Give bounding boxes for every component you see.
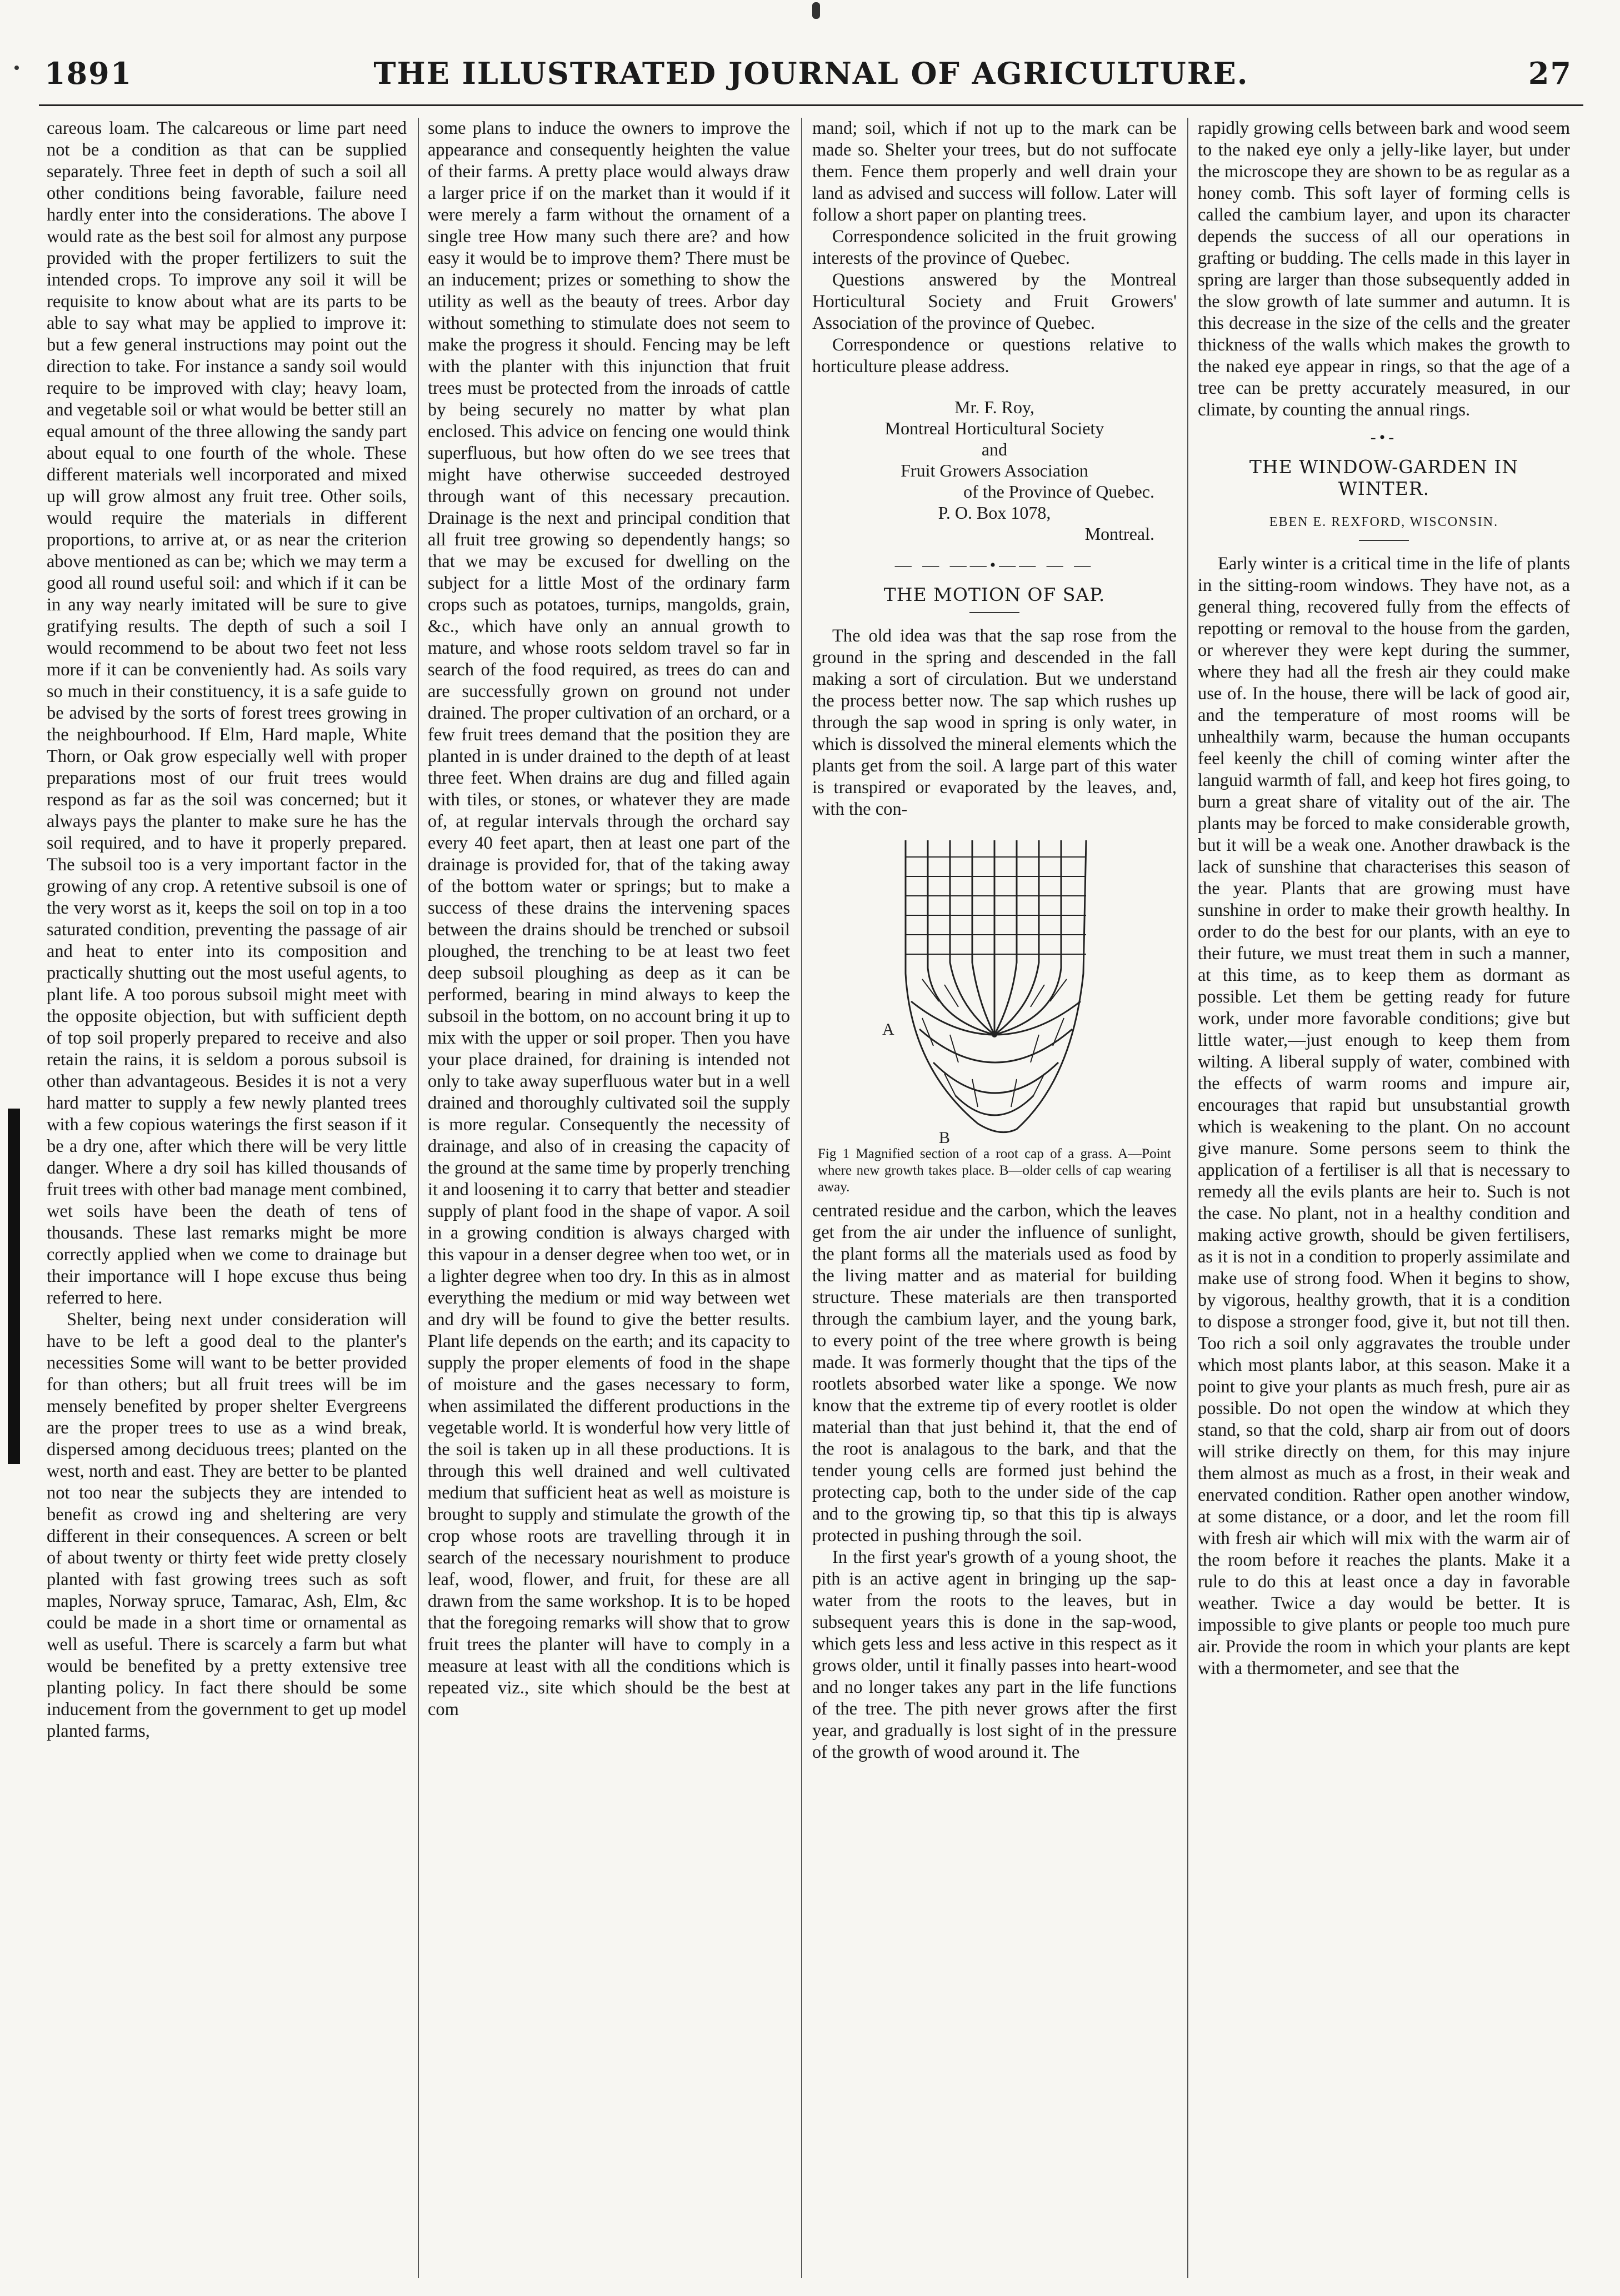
column-separator — [801, 118, 802, 2278]
author-byline: EBEN E. REXFORD, WISCONSIN. — [1269, 515, 1499, 529]
heading-line: THE WINDOW-GARDEN IN — [1249, 456, 1519, 478]
column-2 — [428, 118, 790, 2278]
address-line: of the Province of Quebec. — [963, 482, 1154, 502]
column-separator — [1187, 118, 1188, 2278]
journal-title: THE ILLUSTRATED JOURNAL OF AGRICULTURE. — [373, 56, 1249, 91]
page-number: 27 — [1528, 56, 1572, 91]
header-rule — [39, 104, 1583, 106]
heading-rule — [969, 612, 1019, 613]
figure-label-a: A — [882, 1020, 894, 1039]
column-4 — [1198, 118, 1570, 2278]
section-divider: — — ——•—— — — — [894, 556, 1094, 574]
root-cap-illustration — [867, 835, 1122, 1146]
binding-mark — [8, 1109, 20, 1464]
address-name: Mr. F. Roy, — [954, 397, 1034, 417]
heading-line: WINTER. — [1338, 478, 1430, 499]
header-year: 1891 — [44, 56, 133, 91]
heading-rule — [1359, 540, 1409, 541]
column-3 — [812, 118, 1177, 2278]
column-separator — [418, 118, 419, 2278]
article-heading — [1198, 456, 1570, 499]
margin-mark — [14, 66, 19, 70]
address-line: P. O. Box 1078, — [938, 503, 1051, 523]
paragraph: some plans to induce the owners to improve the appearance and consequently heighten the value of their farms. A pretty place would always draw a larger price if on the market than it would if it were merely a farm without the ornament of a single tree How many such there are? and how easy it would be to improve them? There must be an inducement; prizes or something to show the utility as well as the beauty of trees. Arbor day without something to stimulate does not seem to make the progress it should. Fencing may be left with the planter with this injunction that fruit trees must be protected from the inroads of cattle by being securely no matter by what plan enclosed. This advice on fencing one would think superfluous, but how often do we see trees that might have otherwise succeeded destroyed through want of this necessary precaution. Drainage is the next and principal condition that all fruit tree growing so dependently hangs; so that we may be excused for dwelling on the subject for a little Most of the ordinary farm crops such as potatoes, turnips, mangolds, grain, &c., which have only an annual growth to mature, and whose roots seldom travel so far in search of the food required, as trees do can and are successfully grown on ground not under drained. The proper cultivation of an orchard, or a few fruit trees demand that the position they are planted in is under drained to the depth of at least three feet. When drains are dug and filled again with tiles, or stones, or whatever they are made of, at regular intervals through the orchard say every 40 feet apart, then at least one part of the drainage is provided for, that of the taking away of the bottom water or springs; but to make a success of these drains the intervening spaces between the drains should be trenched or subsoil ploughed, the trenching to be at least two feet deep subsoil ploughing as deep as it can be performed, bearing in mind always to keep the subsoil in the bottom, on no account bring it up to mix with the upper or soil proper. Then you have your place drained, for draining is intended not only to take away superfluous water but in a well drained and thoroughly cultivated soil the supply is more regular. Consequently the necessity of drainage, and also of in creasing the capacity of the ground at the same time by properly trenching it and loosening it to carry that better and steadier supply of plant food in the shape of vapor. A soil in a growing condition is always charged with this vapour in a denser degree when too wet, or in a lighter degree when too dry. In this as in almost everything the medium or mid way between wet and dry will be found to give the better results. Plant life depends on the earth; and its capacity to supply the proper elements of food in the shape of moisture and the gases necessary to form, when assimilated the different productions in the vegetable world. It is wonderful how very little of the soil is taken up in all these productions. It is through this well drained and well cultivated medium that sufficient heat as well as moisture is brought to supply and stimulate the growth of the crop whose roots are travelling through it in search of the necessary nourishment to produce leaf, wood, flower, and fruit, for these are all drawn from the same workshop. It is to be hoped that the foregoing remarks will show that to grow fruit trees the planter will have to comply in a measure at least with all the conditions which is repeated viz., site which should be the best at com — [428, 118, 790, 1720]
address-line: Montreal. — [1084, 524, 1154, 544]
print-mark — [812, 2, 820, 19]
section-divider: -•- — [1370, 428, 1398, 447]
paragraph: careous loam. The calcareous or lime part need not be a condition as that can be supplied separately. Three feet in depth of such a soil all other conditions being favorable, failure need hardly enter into the considerations. The above I would rate as the best soil for almost any purpose provided with the proper fertilizers to suit the intended crops. To improve any soil it will be requisite to know about what are its parts to be able to say what may be applied to improve it: but a few general instructions may point out the direction to take. For instance a sandy soil would require to be improved with clay; heavy loam, and vegetable soil or what would be better still an equal amount of the three allowing the sandy part about equal to one fourth of the whole. These different materials well incorporated and mixed up will grow almost any fruit tree. Other soils, would require the materials in different proportions, to arrive at, or as near the criterion above mentioned as can be; which we may term a good all round useful soil: and which if it can be in any way nearly imitated will be sure to give gratifying results. The depth of such a soil I would recommend to be about two feet not less more if it can be conveniently had. As soils vary so much in their constituency, it is a safe guide to be advised by the sorts of forest trees growing in the neighbourhood. If Elm, Hard maple, White Thorn, or Oak grow especially well with proper preparations most of our fruit trees would respond as far as the soil was concerned; but it always pays the planter to make sure he has the soil required, and to have it properly prepared. The subsoil too is a very important factor in the growing of any crop. A retentive subsoil is one of the very worst as it, keeps the soil on top in a too saturated condition, preventing the passage of air and heat to enter into its composition and practically shutting out the most useful agents, to plant life. A too porous subsoil might meet with the opposite objection, but with sufficient depth of top soil properly prepared to receive and also retain the rains, it is seldom a porous subsoil is other than advantageous. Besides it is not a very hard matter to supply a few newly planted trees with a few copious waterings the first season if it be a dry one, after which there will be very little danger. Where a dry soil has killed thousands of fruit trees with other bad manage ment combined, wet soils have been the death of tens of thousands. These last remarks might be more correctly applied when we come to drainage but their importance will I hope excuse thus being referred to here. — [47, 118, 407, 1308]
figure-caption: Fig 1 Magnified section of a root cap of a grass. A—Point where new growth takes place. B—older cells of cap wearing away. — [818, 1146, 1171, 1195]
paragraph: rapidly growing cells between bark and wood seem to the naked eye only a jelly-like layer, but under the microscope they are shown to be as regular as a honey comb. This soft layer of forming cells is called the cambium layer, and upon its character depends the success of all our operations in grafting or budding. The cells made in this layer in spring are larger than those subsequently added in the slow growth of late summer and autumn. It is this decrease in the size of the cells and the greater thickness of the walls which makes the growth to the naked eye appear in rings, so that the age of a tree can be pretty accurately measured, in our climate, by counting the annual rings. — [1198, 118, 1570, 420]
paragraph: Questions answered by the Montreal Horticultural Society and Fruit Growers' Association of the province of Quebec. — [812, 270, 1177, 333]
paragraph: Shelter, being next under consideration will have to be left a good deal to the planter's necessities Some will want to be better provided for than others; but all fruit trees will be im mensely benefited by proper shelter Evergreens are the proper trees to use as a wind break, dispersed among deciduous trees; planted on the west, north and east. They are better to be planted not too near the subjects they are intended to benefit as crowd ing and sheltering are very different in their consequences. A screen or belt of about twenty or thirty feet wide pretty closely planted with fast growing trees such as soft maples, Norway spruce, Tamarac, Ash, Elm, &c could be made in a short time or ornamental as well as useful. There is scarcely a farm but what would be benefited by a pretty extensive tree planting policy. In fact there should be some inducement from the government to get up model planted farms, — [47, 1310, 407, 1741]
root-cap-figure — [812, 835, 1177, 1196]
paragraph: Correspondence solicited in the fruit growing interests of the province of Quebec. — [812, 227, 1177, 268]
address-line: Montreal Horticultural Society — [884, 418, 1104, 438]
paragraph: mand; soil, which if not up to the mark can be made so. Shelter your trees, but do not suffocate them. Fence them properly and well drain your land as advised and success will follow. Later will follow a short paper on planting trees. — [812, 118, 1177, 225]
address-line: Fruit Growers Association — [901, 460, 1088, 480]
paragraph: The old idea was that the sap rose from the ground in the spring and descended in the fall making a sort of circulation. But we understand the process better now. The sap which rushes up through the sap wood in spring is only water, in which is dissolved the mineral elements which the plants get from the soil. A large part of this water is transpired or evaporated by the leaves, and, with the con- — [812, 626, 1177, 819]
contact-address — [812, 397, 1177, 544]
paragraph: centrated residue and the carbon, which the leaves get from the air under the influence of sunlight, the plant forms all the materials used as food by the living matter and as material for building structure. These materials are then transported through the cambium layer, and the young bark, to every point of the tree where growth is being made. It was formerly thought that the tips of the rootlets absorbed water like a sponge. We now know that the extreme tip of every rootlet is older material than that just behind it, that the end of the root is analagous to the bark, and that the tender young cells are formed just behind the protecting cap, both to the under side of the cap and to the growing tip, so that this tip is always protected in pushing through the soil. — [812, 1201, 1177, 1546]
paragraph: Correspondence or questions relative to horticulture please address. — [812, 335, 1177, 377]
paragraph: Early winter is a critical time in the life of plants in the sitting-room windows. They have not, as a general thing, recovered fully from the effects of repotting or removal to the house from the garden, or wherever they were kept during the summer, where they had all the fresh air they could make use of. In the house, there will be lack of good air, and the temperature of most rooms will be unhealthily warm, because the human occupants feel keenly the chill of coming winter after the languid warmth of fall, and keep hot fires going, to burn a great share of vitality out of the air. The plants may be forced to make considerable growth, but it will be a weak one. Another drawback is the lack of sunshine that characterises this season of the year. Plants that are growing must have sunshine in order to make their growth healthy. In order to do the best for our plants, with an eye to their future, we must treat them in such a manner, at this time, as to keep them as dormant as possible. Let them be getting ready for future work, under more favorable conditions; give but little water,—just enough to keep them from wilting. A liberal supply of water, combined with the effects of warm rooms and impure air, encourages that rapid but unsubstantial growth which is weakening to the plant. On no account give manure. Some persons seem to think the application of a fertiliser is all that is necessary to remedy all the evils plants are heir to. Such is not the case. No plant, not in a healthy condition and making active growth, should be given fertilisers, as it is not in a condition to properly assimilate and make use of strong food. When it begins to show, by vigorous, healthy growth, that it is a condition to dispose a stronger food, give it, but not till then. Too rich a soil only aggravates the trouble under which most plants labor, at this season. Make it a point to give your plants as much fresh, pure air as possible. Do not open the window at which they stand, so that the cold, sharp air from out of doors will strike directly on them, for this may injure them almost as much as a frost, in their weak and enervated condition. Rather open another window, at some distance, or a door, and let the room fill with fresh air which will mix with the warm air of the room before it reaches the plants. Make it a rule to do this at least once a day in favorable weather. Twice a day would be better. It is impossible to give plants or people too much pure air. Provide the room in which your plants are kept with a thermometer, and see that the — [1198, 554, 1570, 1678]
running-header — [39, 56, 1583, 103]
address-line: and — [981, 439, 1008, 459]
figure-label-b: B — [939, 1129, 951, 1146]
paragraph: In the first year's growth of a young shoot, the pith is an active agent in bringing up the sap-water from the roots to the leaves, but in subsequent years this is done in the sap-wood, which gets less and less active in this respect as it grows older, until it finally passes into heart-wood and no longer takes any part in the life functions of the tree. The pith never grows after the first year, and gradually is lost sight of in the pressure of the growth of wood around it. The — [812, 1547, 1177, 1762]
column-1 — [47, 118, 407, 2278]
article-heading: THE MOTION OF SAP. — [883, 584, 1106, 605]
